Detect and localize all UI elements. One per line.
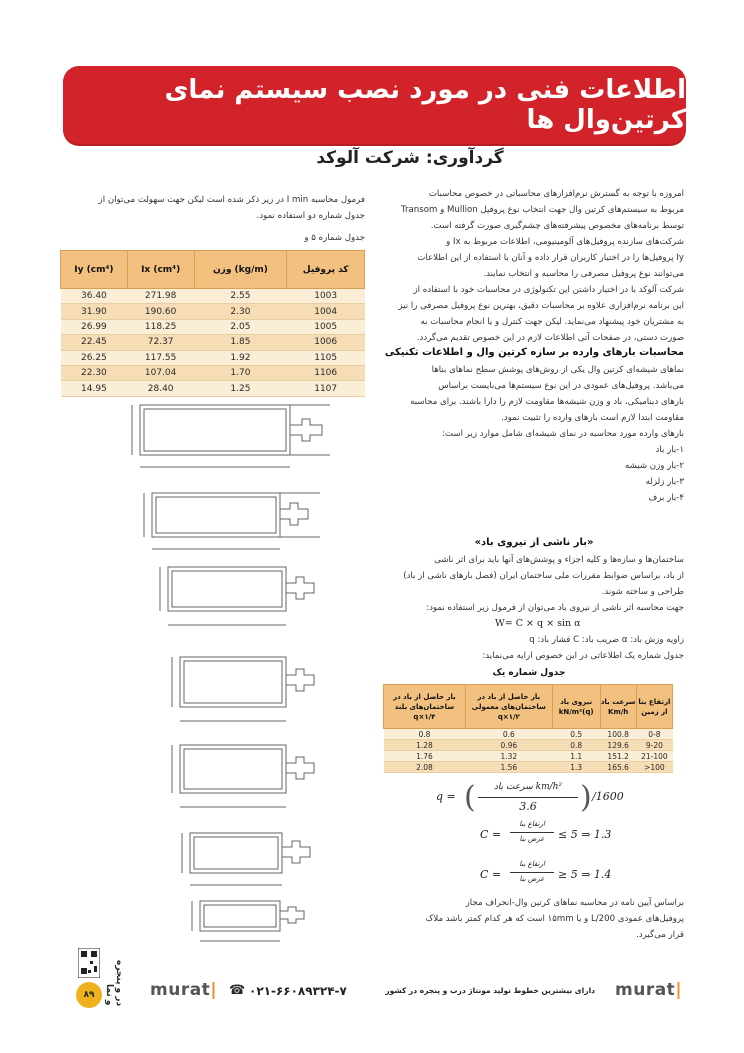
wind-legend: زاویه وزش باد: α ضریب باد: C فشار باد: q <box>529 635 684 645</box>
wind-line: از باد، براساس ضوابط مقررات ملی ساختمان ایران (فصل بارهای ناشی از باد) <box>403 571 684 581</box>
table-cell: 31.90 <box>61 304 128 319</box>
table-cell: 0.6 <box>465 729 552 740</box>
q-denominator: 3.6 <box>519 800 537 813</box>
page-number: ۸۹ <box>83 990 95 1000</box>
table-cell: 22.30 <box>61 365 128 380</box>
qr-code-icon <box>78 948 100 978</box>
table-cell: 9-20 <box>636 740 672 751</box>
intro-paragraph <box>384 186 684 346</box>
table-cell: 2.08 <box>384 762 466 773</box>
table-cell: 1.56 <box>465 762 552 773</box>
intro-line: توسط برنامه‌های مخصوص پیشرفته‌های چشم‌گیری صورت گرفته است. <box>430 221 684 231</box>
c2-denominator: عرض بنا <box>519 875 545 883</box>
table-cell: 0.5 <box>552 729 600 740</box>
intro-line: شرکت‌های سازنده پروفیل‌های آلومینیومی، اطلاعات مربوط به Ix و <box>446 237 684 247</box>
profile-table <box>60 250 365 397</box>
wind-heading: «بار ناشی از نیروی باد» <box>474 537 594 548</box>
wind-table <box>383 684 673 773</box>
title-banner <box>63 66 686 144</box>
intro-line: صورت دستی، در صفحات آتی اطلاعات لازم در این خصوص تقدیم می‌گردد. <box>416 333 684 343</box>
loads-line: می‌باشد. پروفیل‌های عمودی در این نوع سیستم‌ها می‌بایست براساس <box>438 381 684 391</box>
table-header: Ix (cm⁴) <box>127 251 194 289</box>
table-cell: 1106 <box>287 365 365 380</box>
table-header: بار حاصل از باد در ساختمان‌های معمولی ۱/۲×q <box>465 685 552 729</box>
table-row <box>61 304 365 319</box>
table-cell: 21-100 <box>636 751 672 762</box>
table-row <box>61 335 365 350</box>
table-header: بار حاصل از باد در ساختمان‌های بلند ۱/۴×q <box>384 685 466 729</box>
intro-line: این برنامه نرم‌افزاری علاوه بر محاسبات دقیق، بهترین نوع پروفیل مصرفی را نیز <box>398 301 684 311</box>
table-header: نیروی باد (q)kN/m² <box>552 685 600 729</box>
table5-caption: جدول شماره ۵ و <box>304 233 365 243</box>
brand-name: murat <box>615 980 676 1000</box>
table-cell: 271.98 <box>127 289 194 304</box>
intro-line: به مشتریان خود پیشنهاد می‌نماید. لیکن جهت کنترل و یا انجام محاسبات به <box>420 317 684 327</box>
table-cell: 1.1 <box>552 751 600 762</box>
c2-lhs: C = <box>480 868 502 881</box>
phone-number: ۰۲۱-۶۶۰۸۹۳۲۴-۷ <box>249 984 347 998</box>
table-cell: 1.85 <box>194 335 287 350</box>
table-cell: 26.25 <box>61 350 128 365</box>
brand-name: murat <box>150 980 211 1000</box>
loads-heading: محاسبات بارهای وارده بر سازه کرتین وال و اطلاعات تکنیکی <box>384 347 684 358</box>
table-row <box>384 751 673 762</box>
table-cell: 129.6 <box>600 740 636 751</box>
profile-drawing <box>172 657 314 721</box>
wind-line: جهت محاسبه اثر ناشی از نیروی باد می‌توان از فرمول زیر استفاده نمود: <box>426 603 684 613</box>
table-cell: 118.25 <box>127 319 194 334</box>
table-cell: 2.30 <box>194 304 287 319</box>
table-row <box>384 762 673 773</box>
table-cell: 0.8 <box>384 729 466 740</box>
table-cell: 1.70 <box>194 365 287 380</box>
table-cell: 1005 <box>287 319 365 334</box>
left-intro-line: فرمول محاسبه I min در زیر ذکر شده است لیکن جهت سهولت می‌توان از <box>98 195 365 205</box>
loads-line: مقاومت ابتدا لازم است بارهای وارده را تثبیت نمود. <box>501 413 684 423</box>
table-cell: 1.76 <box>384 751 466 762</box>
table-cell: 1.92 <box>194 350 287 365</box>
table-cell: 190.60 <box>127 304 194 319</box>
wind-line: ساختمان‌ها و سازه‌ها و کلیه اجزاء و پوشش‌های آنها باید برای اثر ناشی <box>434 555 684 565</box>
loads-line: بارهای دینامیکی، باد و وزن شیشه‌ها مقاومت لازم را دارا باشند. برای محاسبه <box>410 397 684 407</box>
list-item: ۲-بار وزن شیشه <box>624 461 684 471</box>
profile-drawing <box>192 901 304 941</box>
table-cell: 1.32 <box>465 751 552 762</box>
wind-formula: W= C × q × sin α <box>495 618 581 629</box>
loads-paragraph <box>384 362 684 506</box>
wind-paragraph <box>384 552 684 616</box>
table-cell: 22.45 <box>61 335 128 350</box>
left-intro-line: جدول شماره دو استفاده نمود. <box>256 211 365 221</box>
brand-logo-right: murat| <box>615 980 683 1000</box>
table-cell: 14.95 <box>61 381 128 396</box>
c2-formula <box>480 860 680 890</box>
table-cell: 72.37 <box>127 335 194 350</box>
wind-line: طراحی و ساخته شوند. <box>601 587 684 597</box>
c1-formula <box>480 820 680 850</box>
table-cell: 165.6 <box>600 762 636 773</box>
table-cell: 1105 <box>287 350 365 365</box>
table-cell: 36.40 <box>61 289 128 304</box>
table-row <box>61 319 365 334</box>
brand-logo-left: murat| <box>150 980 218 1000</box>
table-row <box>61 381 365 396</box>
table-header: کد پروفیل <box>287 251 365 289</box>
table-cell: 151.2 <box>600 751 636 762</box>
table-cell: 1.25 <box>194 381 287 396</box>
intro-line: شرکت آلوکد با در اختیار داشتن این تکنولوژی در محاسبات خود با استفاده از <box>413 285 684 295</box>
list-item: ۴-بار برف <box>648 493 684 503</box>
c2-rhs: ≥ 5 ⇒ 1.4 <box>558 868 612 881</box>
intro-line: Iy پروفیل‌ها را در اختیار کاربران قرار داده و آنان با استفاده از این اطلاعات <box>417 253 684 263</box>
q-lhs: q = <box>436 790 456 803</box>
table-cell: 117.55 <box>127 350 194 365</box>
list-item: ۳-بار زلزله <box>645 477 684 487</box>
loads-line: بارهای وارده مورد محاسبه در نمای شیشه‌ای شامل موارد زیر است: <box>442 429 684 439</box>
table-header: Iy (cm⁴) <box>61 251 128 289</box>
table-cell: >100 <box>636 762 672 773</box>
profile-drawing <box>160 567 314 625</box>
magazine-logo: در و پنجره و نما <box>104 959 124 1006</box>
conclusion-line: براساس آیین نامه در محاسبه نماهای کرتین وال-انحراف مجاز <box>465 898 684 908</box>
list-item: ۱-بار باد <box>655 445 684 455</box>
conclusion-line: پروفیل‌های عمودی L/200 و یا ۱۵mm است که هر کدام کمتر باشد ملاک <box>425 914 684 924</box>
profile-drawing <box>182 833 310 885</box>
left-intro <box>60 192 365 224</box>
profile-drawings <box>110 395 360 950</box>
table-header: ارتفاع بنا از زمین <box>636 685 672 729</box>
table-cell: 1.28 <box>384 740 466 751</box>
table-header: سرعت باد Km/h <box>600 685 636 729</box>
page-number-badge <box>76 982 102 1008</box>
table-header: وزن (kg/m) <box>194 251 287 289</box>
phone-icon: ☎ <box>229 983 246 998</box>
table-cell: 107.04 <box>127 365 194 380</box>
intro-line: امروزه با توجه به گسترش نرم‌افزارهای محاسباتی در خصوص محاسبات <box>428 189 684 199</box>
profile-drawing <box>132 405 330 467</box>
table-cell: 2.55 <box>194 289 287 304</box>
table-row <box>61 365 365 380</box>
loads-line: نماهای شیشه‌ای کرتین وال یکی از روش‌های پوشش سطح نماهای بناها <box>431 365 684 375</box>
table-cell: 1107 <box>287 381 365 396</box>
c2-numerator: ارتفاع بنا <box>519 860 545 868</box>
table-row <box>384 729 673 740</box>
footer-tagline: دارای بیشترین خطوط تولید مونتاژ درب و پنجره در کشور <box>385 986 595 995</box>
table-cell: 0-8 <box>636 729 672 740</box>
intro-line: می‌توانند نوع پروفیل مصرفی را محاسبه و انتخاب نمایند. <box>483 269 684 279</box>
table-cell: 0.8 <box>552 740 600 751</box>
wind-note: جدول شماره یک اطلاعاتی در این خصوص ارایه می‌نماید: <box>482 651 684 661</box>
q-numerator: سرعت باد km/h² <box>493 782 563 792</box>
table-cell: 100.8 <box>600 729 636 740</box>
c1-rhs: ≤ 5 ⇒ 1.3 <box>558 828 612 841</box>
intro-line: مربوط به سیستم‌های کرتین وال جهت انتخاب نوع پروفیل Mullion و Transom <box>401 205 684 215</box>
profile-drawing <box>172 745 314 807</box>
table-cell: 1003 <box>287 289 365 304</box>
q-tail: /1600 <box>592 790 624 803</box>
table1-caption: جدول شماره یک <box>492 668 566 678</box>
table-cell: 1.3 <box>552 762 600 773</box>
c1-lhs: C = <box>480 828 502 841</box>
table-cell: 28.40 <box>127 381 194 396</box>
q-formula: q = ( سرعت باد km/h² 3.6 ) /1600 <box>436 780 624 815</box>
table-cell: 2.05 <box>194 319 287 334</box>
table-cell: 26.99 <box>61 319 128 334</box>
conclusion-line: قرار می‌گیرد. <box>636 930 684 940</box>
page-title: اطلاعات فنی در مورد نصب سیستم نمای کرتین‌وال ها <box>164 75 686 135</box>
table-cell: 0.96 <box>465 740 552 751</box>
table-row <box>61 350 365 365</box>
c1-denominator: عرض بنا <box>519 835 545 843</box>
c1-numerator: ارتفاع بنا <box>519 820 545 828</box>
conclusion-paragraph <box>384 895 684 943</box>
table-cell: 1006 <box>287 335 365 350</box>
table-row <box>61 289 365 304</box>
table-row <box>384 740 673 751</box>
table-cell: 1004 <box>287 304 365 319</box>
subtitle: گردآوری: شرکت آلوکد <box>316 148 504 168</box>
profile-drawing <box>144 493 320 549</box>
